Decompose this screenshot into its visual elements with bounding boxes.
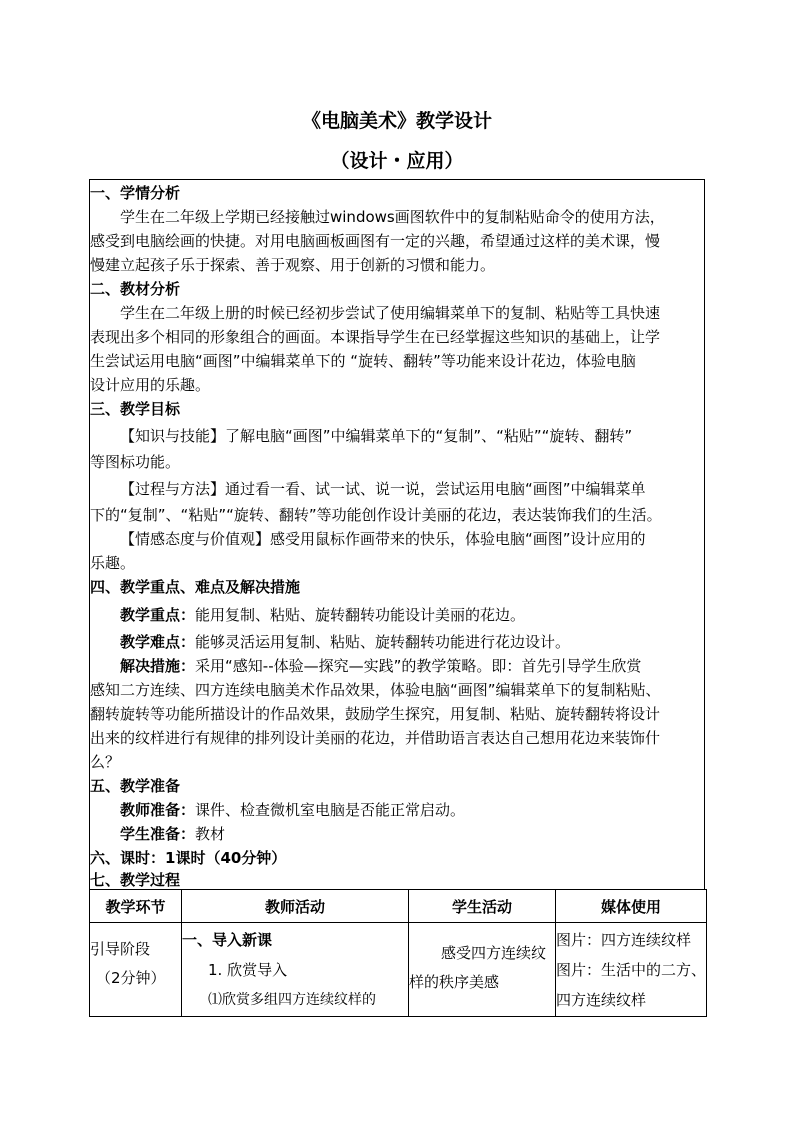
teacher-prep-line: [90, 798, 704, 822]
difficulty-line: [90, 630, 704, 654]
paragraph-line: 感知二方连续、四方连续电脑美术作品效果，体验电脑“画图”编辑菜单下的复制粘贴、: [90, 681, 661, 699]
key-point-line: [90, 603, 704, 627]
header-student-activity: 学生活动: [409, 890, 556, 923]
student-prep-text: 教材: [195, 825, 226, 843]
paragraph-line: 【过程与方法】通过看一看、试一试、说一说，尝试运用电脑“画图”中编辑菜单: [120, 480, 646, 498]
media-line: 图片：四方连续纹样: [556, 931, 692, 949]
table-header-row: [90, 890, 707, 923]
teacher-activity-cell: [182, 923, 409, 1017]
table-row: [90, 923, 707, 1017]
section-heading-material: 二、教材分析: [90, 280, 181, 298]
student-activity-line: 感受四方连续纹: [441, 944, 547, 962]
key-point-label: 教学重点：: [120, 606, 196, 624]
section-heading-process: 七、教学过程: [90, 871, 181, 889]
student-prep-line: [90, 822, 704, 846]
media-cell: [556, 923, 707, 1017]
paragraph-line: 表现出多个相同的形象组合的画面。本课指导学生在已经掌握这些知识的基础上，让学: [90, 328, 661, 346]
paragraph-line: 翻转旋转等功能所描设计的作品效果，鼓励学生探究，用复制、粘贴、旋转翻转将设计: [90, 705, 661, 723]
difficulty-text: 能够灵活运用复制、粘贴、旋转翻转功能进行花边设计。: [195, 633, 571, 651]
paragraph-line: 慢建立起孩子乐于探索、善于观察、用于创新的习惯和能力。: [90, 256, 496, 274]
solution-label: 解决措施：: [120, 657, 196, 675]
teacher-activity-step: 1. 欣赏导入: [208, 961, 288, 979]
student-activity-line: 样的秩序美感: [409, 973, 500, 991]
header-media: 媒体使用: [556, 890, 707, 923]
teacher-activity-heading: 一、导入新课: [182, 931, 273, 949]
paragraph-line: 么？: [90, 753, 121, 771]
section-heading-preparation: 五、教学准备: [90, 777, 181, 795]
section-heading-analysis: 一、学情分析: [90, 184, 181, 202]
student-prep-label: 学生准备：: [120, 825, 196, 843]
solution-line: [90, 654, 704, 678]
stage-duration: （2分钟）: [96, 969, 166, 987]
paragraph-line: 【情感态度与价值观】感受用鼠标作画带来的快乐，体验电脑“画图”设计应用的: [120, 530, 646, 548]
document-subtitle: （设计・应用）: [330, 150, 464, 172]
section-heading-key-points: 四、教学重点、难点及解决措施: [90, 578, 301, 596]
media-line: 图片：生活中的二方、: [556, 961, 707, 979]
solution-text: 采用“感知--体验—探究—实践”的教学策略。即：首先引导学生欣赏: [195, 657, 642, 675]
section-heading-goals: 三、教学目标: [90, 400, 181, 418]
paragraph-line: 设计应用的乐趣。: [90, 376, 211, 394]
student-activity-cell: [409, 923, 556, 1017]
paragraph-line: 【知识与技能】了解电脑“画图”中编辑菜单下的“复制”、“粘贴”“旋转、翻转”: [120, 427, 633, 445]
paragraph-line: 学生在二年级上册的时候已经初步尝试了使用编辑菜单下的复制、粘贴等工具快速: [120, 304, 661, 322]
key-point-text: 能用复制、粘贴、旋转翻转功能设计美丽的花边。: [195, 606, 526, 624]
paragraph-line: 下的“复制”、“粘贴”“旋转、翻转”等功能创作设计美丽的花边，表达装饰我们的生活。: [90, 506, 662, 524]
paragraph-line: 感受到电脑绘画的快捷。对用电脑画板画图有一定的兴趣，希望通过这样的美术课，慢: [90, 232, 661, 250]
difficulty-label: 教学难点：: [120, 633, 196, 651]
paragraph-line: 等图标功能。: [90, 453, 181, 471]
paragraph-line: 出来的纹样进行有规律的排列设计美丽的花边，并借助语言表达自己想用花边来装饰什: [90, 729, 661, 747]
stage-name: 引导阶段: [90, 940, 151, 958]
paragraph-line: 生尝试运用电脑“画图”中编辑菜单下的 “旋转、翻转”等功能来设计花边，体验电脑: [90, 352, 636, 370]
stage-cell: [90, 923, 182, 1017]
document-title: 《电脑美术》教学设计: [301, 110, 492, 132]
media-line: 四方连续纹样: [556, 991, 647, 1009]
teaching-process-table: [89, 889, 707, 1017]
teacher-prep-label: 教师准备：: [120, 801, 196, 819]
paragraph-line: 乐趣。: [90, 554, 136, 572]
teacher-activity-detail: ⑴欣赏多组四方连续纹样的: [208, 992, 376, 1008]
section-heading-duration: 六、课时：1课时（40分钟）: [90, 849, 287, 867]
header-teacher-activity: 教师活动: [182, 890, 409, 923]
teacher-prep-text: 课件、检查微机室电脑是否能正常启动。: [195, 801, 466, 819]
header-stage: 教学环节: [90, 890, 182, 923]
paragraph-line: 学生在二年级上学期已经接触过windows画图软件中的复制粘贴命令的使用方法，: [120, 208, 665, 226]
